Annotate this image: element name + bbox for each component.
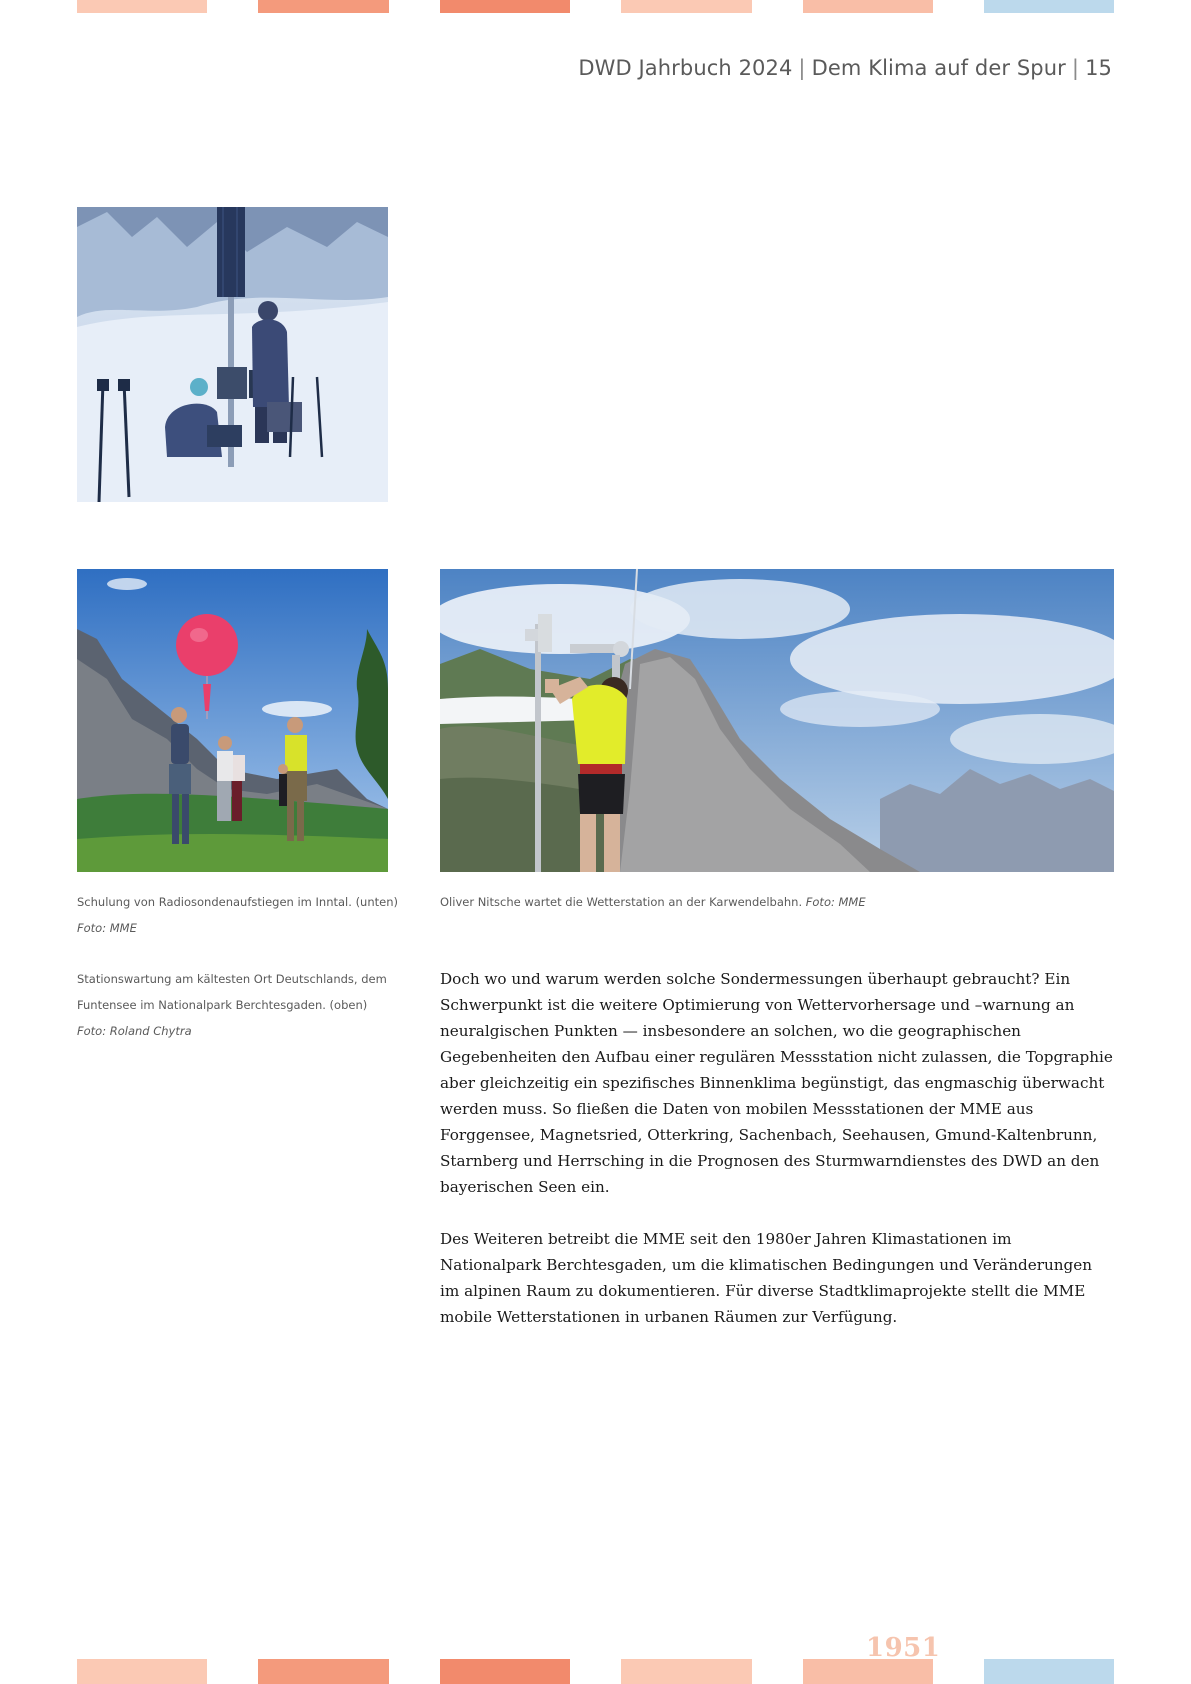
- year-mark: 1951: [866, 1633, 941, 1663]
- caption-balloon-credit: Foto: MME: [77, 921, 137, 935]
- stripe-1: [77, 1659, 207, 1684]
- stripe-3: [440, 1659, 570, 1684]
- paragraph-1: Doch wo und warum werden solche Sondermessungen überhaupt gebraucht? Ein Schwerpunkt ist die weitere Optimierung von Wettervorhersage und –warnung an neuralgischen Punkten — insbesondere an solchen, wo die geographischen Gegebenheiten den Aufbau einer regulären Messstation nicht zulassen, die Topgraphie aber gleichzeitig ein spezifisches Binnenklima begünstigt, das engmaschig überwacht werden muss. So fließen die Daten von mobilen Messstationen der MME aus Forggensee, Magnetsried, Otterkring, Sachenbach, Seehausen, Gmund-Kaltenbrunn, Starnberg und Herrsching in die Prognosen des Sturmwarndienstes des DWD an den bayerischen Seen ein.: [440, 970, 1113, 1196]
- stripe-5: [803, 0, 933, 13]
- caption-snow-station: [77, 966, 407, 1044]
- top-color-stripes: [0, 0, 1191, 13]
- stripe-1: [77, 0, 207, 13]
- caption-balloon: [77, 889, 407, 941]
- stripe-2: [258, 0, 389, 13]
- paragraph-2: Des Weiteren betreibt die MME seit den 1980er Jahren Klimastationen im Nationalpark Berchtesgaden, um die klimatischen Bedingungen und Veränderungen im alpinen Raum zu dokumentieren. Für diverse Stadtklimaprojekte stellt die MME mobile Wetterstationen in urbanen Räumen zur Verfügung.: [440, 1230, 1093, 1326]
- caption-snow-text-line1: Stationswartung am kältesten Ort Deutschlands, dem: [77, 972, 387, 986]
- stripe-4: [621, 1659, 752, 1684]
- bottom-color-stripes: [0, 1659, 1191, 1684]
- stripe-2: [258, 1659, 389, 1684]
- stripe-3: [440, 0, 570, 13]
- header-separator: |: [1071, 56, 1080, 80]
- running-header: [578, 56, 1112, 80]
- photo-radiosonde-balloon: [77, 569, 388, 872]
- caption-snow-text-line2: Funtensee im Nationalpark Berchtesgaden. (oben): [77, 998, 368, 1012]
- caption-mountain-text: Oliver Nitsche wartet die Wetterstation an der Karwendelbahn.: [440, 895, 803, 909]
- stripe-6: [984, 0, 1114, 13]
- photo-mountain-weather-station: [440, 569, 1114, 872]
- photo-snow-weather-station: [77, 207, 388, 502]
- caption-mountain-credit: Foto: MME: [805, 895, 866, 909]
- header-separator: |: [798, 56, 806, 80]
- section-title: Dem Klima auf der Spur: [811, 56, 1066, 80]
- caption-mountain-station: [440, 889, 1114, 915]
- caption-snow-credit: Foto: Roland Chytra: [77, 1024, 192, 1038]
- publication-title: DWD Jahrbuch 2024: [578, 56, 793, 80]
- caption-balloon-text: Schulung von Radiosondenaufstiegen im Inntal. (unten): [77, 895, 398, 909]
- stripe-4: [621, 0, 752, 13]
- article-body: [440, 966, 1114, 1330]
- stripe-6: [984, 1659, 1114, 1684]
- page-number: 15: [1085, 56, 1112, 80]
